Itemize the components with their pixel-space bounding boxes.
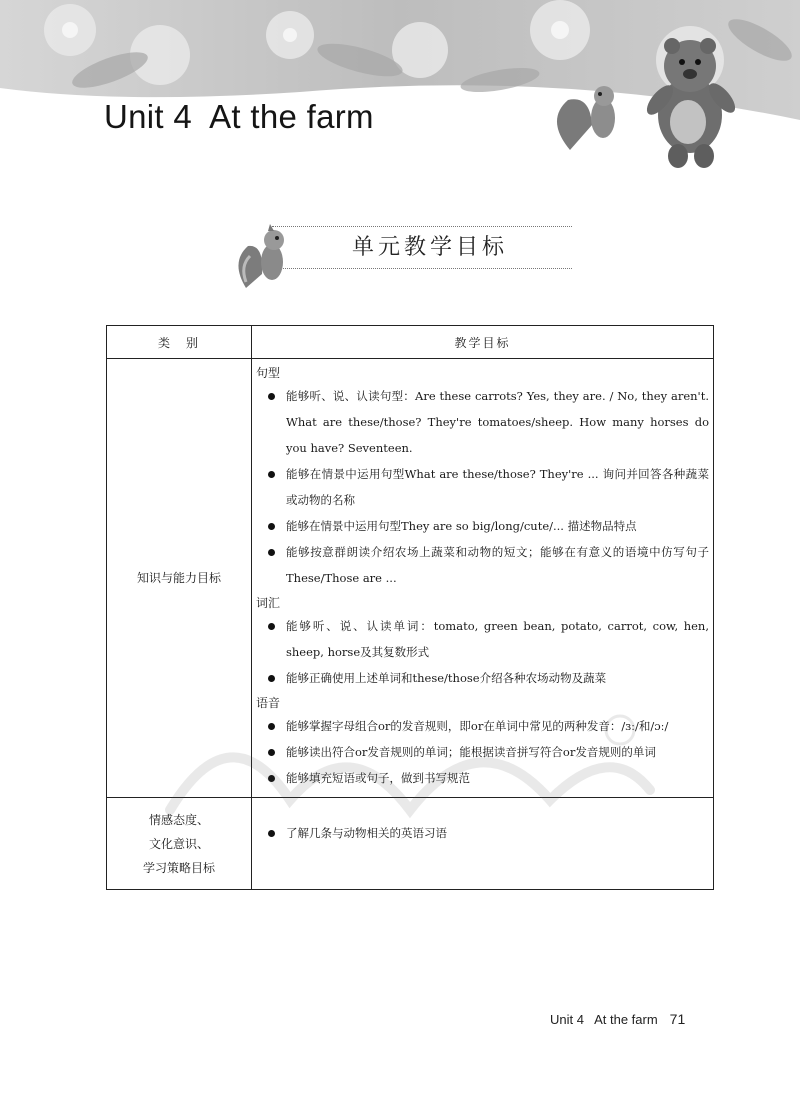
header-goals: 教学目标 xyxy=(252,326,714,359)
unit-title: Unit 4 At the farm xyxy=(104,98,374,135)
list-item: 能够正确使用上述单词和these/those介绍各种农场动物及蔬菜 xyxy=(256,665,709,691)
list-item: 能够读出符合or发音规则的单词；能根据读音拼写符合or发音规则的单词 xyxy=(256,739,709,765)
dotted-divider xyxy=(272,226,572,227)
page-footer xyxy=(550,1011,685,1027)
subsection-title: 句型 xyxy=(256,366,281,380)
list-item: 能够听、说、认读单词：tomato, green bean, potato, carrot, cow, hen, sheep, horse及其复数形式 xyxy=(256,613,709,665)
goal-list xyxy=(256,820,709,846)
category-cell: 知识与能力目标 xyxy=(107,359,252,798)
list-item: 能够按意群朗读介绍农场上蔬菜和动物的短文；能够在有意义的语境中仿写句子These/Those are ... xyxy=(256,539,709,591)
page-number: 71 xyxy=(669,1011,686,1027)
goal-list xyxy=(256,383,709,591)
subsection-title: 词汇 xyxy=(256,596,281,610)
floral-banner-illustration xyxy=(0,0,800,180)
table-row xyxy=(107,359,714,798)
section-heading-text: 单元教学目标 xyxy=(352,235,509,260)
teaching-goals-table xyxy=(106,325,714,890)
squirrel-icon xyxy=(232,222,292,298)
list-item: 能够在情景中运用句型They are so big/long/cute/... 描述物品特点 xyxy=(256,513,709,539)
header-banner xyxy=(0,0,800,180)
goal-list xyxy=(256,713,709,791)
goals-cell xyxy=(252,798,714,890)
goal-list xyxy=(256,613,709,691)
list-item: 了解几条与动物相关的英语习语 xyxy=(256,820,709,846)
goals-cell xyxy=(252,359,714,798)
list-item: 能够填充短语或句子，做到书写规范 xyxy=(256,765,709,791)
running-title: Unit 4 At the farm xyxy=(550,1012,658,1027)
list-item: 能够听、说、认读句型：Are these carrots? Yes, they are. / No, they aren't. What are these/those? They're tomatoes/sheep. How many horses do you have? Seventeen. xyxy=(256,383,709,461)
list-item: 能够在情景中运用句型What are these/those? They're ... 询问并回答各种蔬菜或动物的名称 xyxy=(256,461,709,513)
table-header-row xyxy=(107,326,714,359)
category-cell xyxy=(107,798,252,890)
list-item: 能够掌握字母组合or的发音规则，即or在单词中常见的两种发音：/ɜː/和/ɔː/ xyxy=(256,713,709,739)
dotted-divider xyxy=(272,268,572,269)
category-line: 学习策略目标 xyxy=(142,860,215,875)
header-category: 类 别 xyxy=(107,326,252,359)
subsection-title: 语音 xyxy=(256,696,281,710)
category-line: 情感态度、 xyxy=(148,812,209,827)
table-row xyxy=(107,798,714,890)
squirrel-icon xyxy=(557,86,615,150)
category-line: 文化意识、 xyxy=(148,836,209,851)
